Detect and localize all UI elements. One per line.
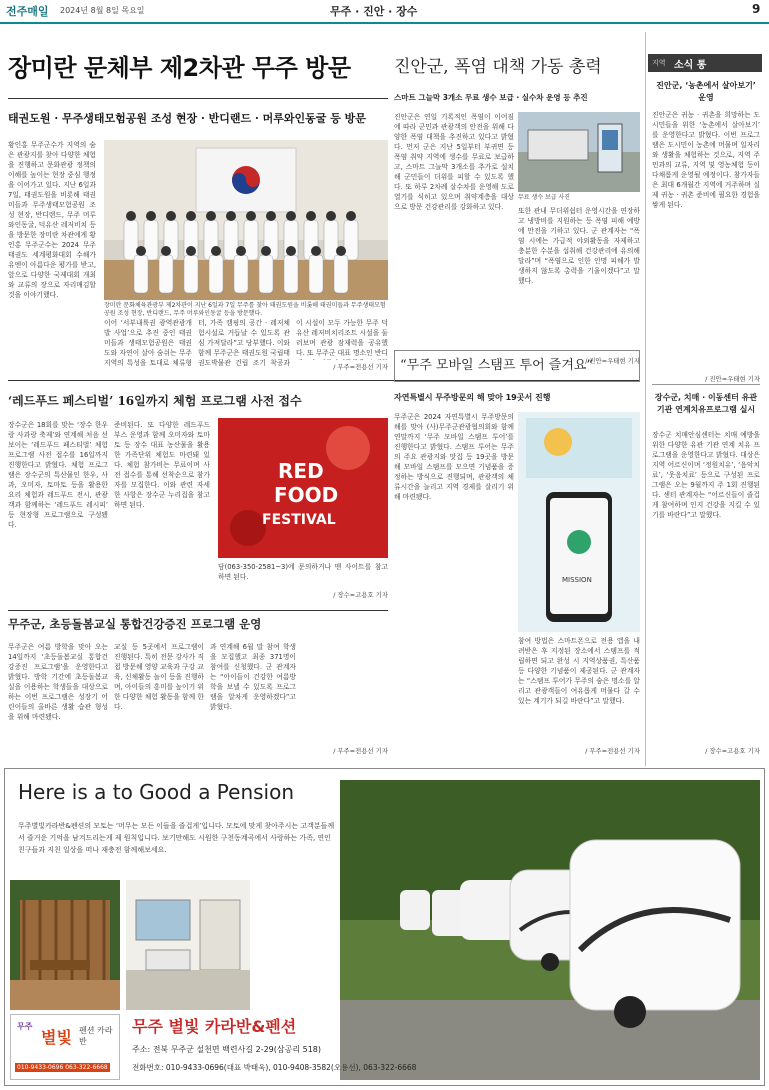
- stamp-byline: / 무주=전용선 기자: [585, 747, 640, 755]
- school-byline: / 무주=전용선 기자: [333, 747, 388, 755]
- wooden-deck-photo: [10, 880, 120, 1010]
- section-title: 무주 · 진안 · 장수: [330, 5, 418, 18]
- sidebar-title: 소식 통: [674, 60, 707, 71]
- stamp-subheadline: 자연특별시 무주방문의 해 맞아 19곳서 진행: [394, 393, 551, 402]
- lead-headline: 장미란 문체부 제2차관 무주 방문: [8, 54, 351, 82]
- lead-col1: 황인홍 무주군수가 지역의 숨은 관광지를 찾아 다양한 체험을 진행하고 문화관광 정책의 이해를 높이는 현장 중심 행정을 이어가고 있다. 지난 6일과 7일, 태권도원을 비롯해 태권미들과 무주생태모험공원 조성 현장, 반디랜드, 무주 머루와인동굴, 덕유산 레저비치 등을 방문한 장미란 차관에게 황인홍 무주군수는 2024 무주태권도 세계평화대회 수해가 유엔이 아름다운 평가를 받고, 앞으로 다양한 국제대회 개최와 교류의 장으로 자리매김할 것을 이야기했다.: [8, 141, 96, 299]
- sidebar-tag: 지역: [652, 59, 666, 67]
- ad-brand: 무주 별빛 카라반&펜션: [132, 1017, 297, 1036]
- school-headline: 무주군, 초등돌봄교실 통합건강증진 프로그램 운영: [8, 617, 262, 631]
- group-photo-taekwondo: [104, 140, 388, 300]
- masthead: [0, 0, 769, 24]
- jinan-byline: / 진안=우태현 기자: [585, 357, 640, 365]
- stamp-headline: “무주 모바일 스탬프 투어 즐겨요”: [400, 358, 594, 373]
- svg-text:MISSION: MISSION: [562, 576, 592, 584]
- redfood-col3: 담(063-350-2581~3)에 문의하거나 맨 사이트를 참고하면 된다.: [218, 563, 388, 581]
- ad-logo: [10, 1014, 120, 1080]
- jinan-col2: 또한 관내 무더위쉼터 운영시간을 연장하고 냉방비를 지원하는 등 폭염 피해 예방에 만전을 기하고 있다. 군 관계자는 “폭염 시에는 가급적 야외활동을 자제하고 충분한 수분을 섭취해 건강관리에 유의해 달라”며 “폭염으로 인한 인명 피해가 발생하지 않도록 총력을 기울이겠다”고 말했다.: [518, 207, 640, 285]
- issue-date: 2024년 8월 8일 목요일: [60, 6, 145, 15]
- stamp-photo: [518, 412, 640, 632]
- lead-col4: 이 시설이 모두 가능한 무주 덕유산 레저비치리조트 시설을 둘러보며 관광 잠재력을 공유했다. 또 무주군 대표 명소인 반디: [296, 319, 388, 357]
- logo-text-name: 펜션 카라반: [79, 1026, 113, 1046]
- lead-photo: [104, 140, 388, 300]
- school-col2: 교실 등 5곳에서 프로그램이 진행된다. 특히 전문 강사가 직접 방문해 영양 교육과 구강 교육, 신체활동 놀이 등을 진행하며, 아이들의 흥미를 높이기 위한 다양한 체험 활동을 함께 한다.: [114, 643, 204, 711]
- ad-photo-room: [126, 880, 250, 1010]
- school-col1: 무주군은 여름 방학을 맞아 오는 14일까지 ‘초등돌봄교실 통합건강증진 프로그램’을 운영한다고 밝혔다. 방학 기간에 초등돌봄교실을 이용하는 학생들을 대상으로 하는 이번 프로그램은 성장기 어린이들의 올바른 생활 습관 형성을 위해 마련됐다.: [8, 643, 108, 721]
- lead-col2: 이어 ‘서부내륙권 광역관광개발 사업’으로 추진 중인 태권미들과 생태모험공원은 태권도와 자연이 살아 숨쉬는 무주 지역의 특성을 토대로 체류형: [104, 319, 192, 367]
- brief1-body: 진안군은 귀농 · 귀촌을 희망하는 도시민들을 위한 ‘농촌에서 살아보기’ 를 운영한다고 밝혔다. 이번 프로그램은 도시민이 농촌에 머물며 일자리와 생활을 체험하는 것으로, 지역 주민과의 교류, 지역 및 영농체험 등이 다채롭게 운영될 예정이다. 참가자들은 최대 6개월간 지역에 거주하며 실제 귀농 · 귀촌 준비에 필요한 경험을 쌓게 된다.: [652, 111, 760, 209]
- redfood-headline: ‘레드푸드 페스티벌’ 16일까지 체험 프로그램 사전 접수: [8, 394, 302, 408]
- ad-description: 무주별빛카라반&펜션의 모토는 ‘머무는 모든 이들을 즐겁게’입니다. 모토에 맞게 찾아주시는 고객분들께서 즐거운 기억을 남겨드리는게 제 원칙입니다. 보기만해도 시원한 구천동계곡에서 사랑하는 가족, 연인 친구들과 지친 일상을 떠나 재충전 함께해보세요.: [18, 822, 335, 854]
- caravan-site-photo: [340, 780, 760, 1080]
- pension-room-photo: [126, 880, 250, 1010]
- jinan-photo: [518, 112, 640, 192]
- redfood-byline: / 장수=고용호 기자: [333, 591, 388, 599]
- redfood-poster: [218, 418, 388, 558]
- lead-photo-caption: 장미란 문화체육관광부 제2차관이 지난 6일과 7일 무주를 찾아 태권도원을 비롯해 태권미들과 무주생태모험공원 조성 현장, 반디랜드, 무주 머루와인동굴 등을 방문했다.: [104, 302, 386, 317]
- divider: [8, 610, 388, 611]
- stamp-app-screenshot: [518, 412, 640, 632]
- ad-photo-deck: [10, 880, 120, 1010]
- water-stand-photo: [518, 112, 640, 192]
- brief1-title: 진안군, ‘농촌에서 살아보기’ 운영: [656, 81, 756, 102]
- divider: [652, 384, 760, 385]
- ad-headline: Here is a to Good a Pension: [18, 780, 295, 804]
- redfood-col2: 준비된다. 또 다양한 레드푸드 부스 운영과 함께 오미자와 토마토 등 장수 대표 농산물을 활용한 가족단위 체험도 마련돼 있다. 체험 참가비는 무료이며 사전 접수를 통해 선착순으로 참가자를 모집한다. 이와 관련 자세한 사항은 장수군 누리집을 참고하면 된다.: [114, 421, 210, 509]
- divider: [8, 98, 388, 99]
- brief2-byline: / 장수=고용호 기자: [705, 747, 760, 755]
- svg-text:RED: RED: [278, 459, 324, 483]
- svg-text:FESTIVAL: FESTIVAL: [262, 512, 336, 528]
- school-col3: 과 연계해 6월 말 참여 학생을 모집했고 최종 371명이 참여를 신청했다. 군 관계자는 “아이들이 건강한 여름방학을 보낼 수 있도록 프로그램을 알차게 운영하겠다”고 밝혔다.: [210, 643, 296, 711]
- jinan-col1: 진안군은 연일 기록적인 폭염이 이어짐에 따라 군민과 관광객의 안전을 위해 다양한 폭염 대책을 추진하고 있다고 밝혔다. 먼저 군은 지난 5일부터 부귀면 등 폭염 취약 지역에 생수를 무료로 보급하고, 스마트 그늘막 3개소를 추가로 설치해 군민들이 더위를 피할 수 있도록 했다. 또 하루 2차례 살수차를 운영해 도로 열기를 식히고 있으며 취약계층을 대상으로 방문 건강관리를 강화하고 있다.: [394, 113, 514, 211]
- ad-address: 주소: 전북 무주군 설천면 백련사길 2-29(삼공리 518): [132, 1045, 321, 1054]
- brief2-body: 장수군 치매안심센터는 치매 예방을 위한 다양한 유관 기관 연계 치유 프로그램을 운영한다고 밝혔다. 대상은 지역 어르신이며 ‘정원치유’, ‘음악치료’, ‘웃음치료’ 등으로 구성된 프로그램은 오는 9월까지 주 1회 진행된다. 센터 관계자는 “어르신들이 즐겁게 참여하며 인지 건강을 지킬 수 있기를 바란다”고 말했다.: [652, 431, 760, 519]
- brief2-title: 장수군, 치매 · 이동센터 유관 기관 연계치유프로그램 실시: [654, 393, 758, 414]
- jinan-subheadline: 스마트 그늘막 3개소 무료 생수 보급 · 실수차 운영 등 추진: [394, 93, 588, 102]
- stamp-col2: 참여 방법은 스마트폰으로 전용 앱을 내려받은 후 지정된 장소에서 스탬프를 적립하면 되고 완성 시 지역상품권, 특산품 등 다양한 기념품이 제공된다. 군 관계자는 “스탬프 투어가 무주의 숨은 명소를 알리고 관광객들이 여유롭게 머물다 갈 수 있는 계기가 되길 바란다”고 말했다.: [518, 637, 640, 705]
- ad-phone: 전화번호: 010-9433-0696(대표 박태욱), 010-9408-3582(오용선), 063-322-6668: [132, 1063, 417, 1072]
- sidebar-header: [648, 54, 762, 72]
- festival-poster: [218, 418, 388, 558]
- ad-photo-caravans: [340, 780, 760, 1080]
- newspaper-name: 전주매일: [6, 5, 49, 18]
- redfood-col1: 장수군은 18회를 맞는 ‘장수 한우랑 사과랑 축제’와 연계해 처음 선보이는 ‘레드푸드 페스티벌’ 체험 프로그램 사전 접수를 16일까지 진행한다고 밝혔다. 체험 프로그램은 장수군의 특산물인 한우, 사과, 오미자, 토마토 등을 활용한 요리 체험과 레드푸드 전시, 관광객과 함께하는 ‘레드푸드 레시피’ 등 현장형 프로그램으로 구성됐다.: [8, 421, 108, 529]
- logo-phone: 010-9433-0696 063-322-6668: [17, 1064, 108, 1071]
- stamp-col1: 무주군은 2024 자연특별시 무주방문의 해를 맞아 (사)무주군관광협의회와 함께 연말까지 ‘무주 모바일 스탬프 투어’를 진행한다고 밝혔다. 스탬프 투어는 무주의 주요 관광지와 맛집 등 19곳을 방문해 모바일 스탬프를 모으면 기념품을 증정하는 방식으로 진행되며, 관광객의 체류시간을 늘리고 지역 경제를 살리기 위해 마련됐다.: [394, 413, 514, 501]
- lead-subheadline: 태권도원 · 무주생태모험공원 조성 현장 · 반디랜드 · 머루와인동굴 등 방문: [8, 112, 366, 125]
- jinan-headline: 진안군, 폭염 대책 가동 총력: [394, 57, 602, 77]
- svg-text:FOOD: FOOD: [274, 483, 339, 507]
- jinan-photo-caption: 무료 생수 보급 사진: [518, 194, 571, 201]
- logo-text-byeolbit: 별빛: [41, 1028, 72, 1047]
- brief1-byline: / 진안=우태현 기자: [705, 375, 760, 383]
- lead-col3: 터, 가족 캠핑의 공간 · 레저체험시설로 거듭날 수 있도록 관심 가져달라”고 당부했다. 이와 함께 무주군은 태권도원 국립태권도박물관 건립 조기 착공과: [198, 319, 290, 367]
- logo-text-muju: 무주: [17, 1022, 33, 1031]
- page-number: 9: [752, 2, 761, 16]
- lead-byline: / 무주=전용선 기자: [333, 363, 388, 371]
